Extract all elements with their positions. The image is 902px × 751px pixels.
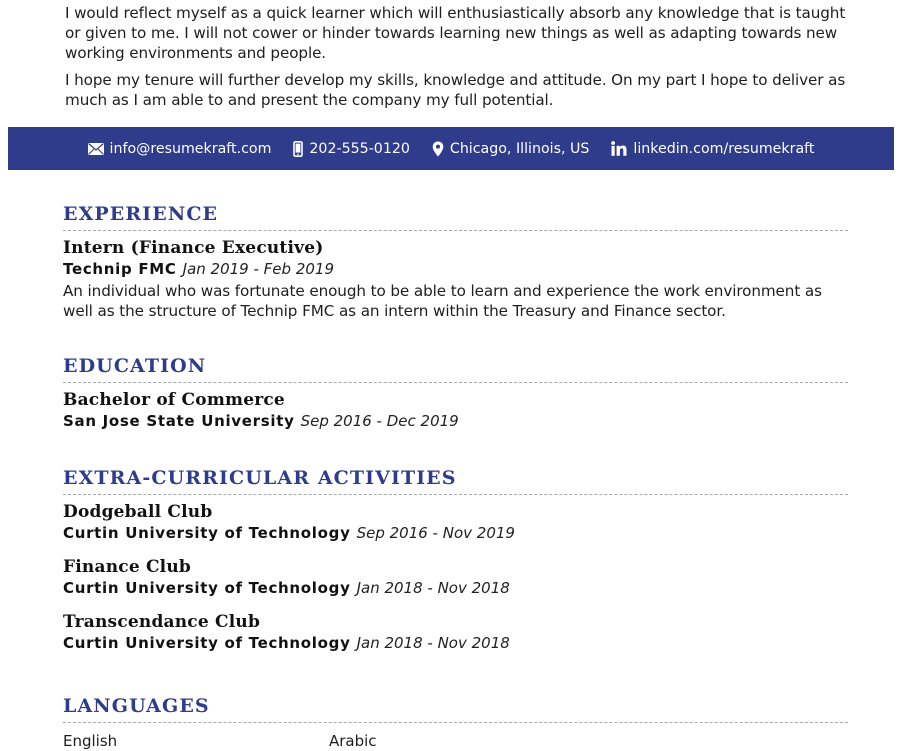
contact-linkedin[interactable]: [611, 141, 814, 157]
language-item: English: [63, 732, 118, 750]
activity-org: Curtin University of Technology: [63, 579, 351, 597]
languages-list: [63, 731, 848, 751]
contact-phone-text: 202-555-0120: [309, 140, 410, 157]
company-name: Technip FMC: [63, 260, 177, 278]
contact-location-text: Chicago, Illinois, US: [449, 140, 590, 157]
activity-entry: [63, 611, 848, 654]
activity-org: Curtin University of Technology: [63, 524, 351, 542]
section-title-activities: EXTRA-CURRICULAR ACTIVITIES: [63, 465, 848, 495]
activity-meta: [63, 633, 848, 654]
education-meta: [63, 411, 848, 432]
summary-paragraph: I would reflect myself as a quick learner which will enthusiastically absorb any knowledge that is taught or given to me. I will not cower or hinder towards learning new things as well as adapting towards new working environments and people.: [65, 4, 846, 62]
languages-section: [63, 693, 848, 751]
summary-paragraph: I hope my tenure will further develop my skills, knowledge and attitude. On my part I hope to deliver as much as I am able to and present the company my full potential.: [65, 71, 846, 109]
activity-dates: Sep 2016 - Nov 2019: [356, 524, 515, 542]
summary-section: [65, 3, 855, 117]
language-item: Arabic: [329, 732, 377, 750]
education-dates: Sep 2016 - Dec 2019: [300, 412, 459, 430]
school-name: San Jose State University: [63, 412, 295, 430]
activity-name: Finance Club: [63, 557, 191, 577]
activity-meta: [63, 523, 848, 544]
activity-name: Dodgeball Club: [63, 502, 213, 522]
section-title-experience: EXPERIENCE: [63, 201, 848, 231]
activity-dates: Jan 2018 - Nov 2018: [356, 634, 510, 652]
activity-entry: [63, 556, 848, 599]
experience-entry: [63, 237, 848, 321]
job-dates: Jan 2019 - Feb 2019: [182, 260, 334, 278]
contact-location[interactable]: [432, 141, 589, 157]
experience-section: [63, 201, 848, 321]
envelope-icon: [88, 143, 104, 155]
activity-entry: [63, 501, 848, 544]
contact-email[interactable]: [88, 141, 272, 157]
linkedin-icon: [611, 141, 627, 156]
contact-phone[interactable]: [293, 141, 410, 157]
contact-email-text: info@resumekraft.com: [109, 140, 272, 157]
education-section: [63, 353, 848, 432]
job-description: An individual who was fortunate enough to be able to learn and experience the work environment as well as the structure of Technip FMC as an intern within the Treasury and Finance sector.: [63, 282, 822, 320]
map-pin-icon: [432, 141, 444, 157]
degree-title: Bachelor of Commerce: [63, 390, 285, 410]
education-entry: [63, 389, 848, 432]
activities-section: [63, 465, 848, 654]
activity-meta: [63, 578, 848, 599]
activity-org: Curtin University of Technology: [63, 634, 351, 652]
job-title: Intern (Finance Executive): [63, 238, 324, 258]
job-meta: [63, 259, 848, 280]
activity-dates: Jan 2018 - Nov 2018: [356, 579, 510, 597]
section-title-education: EDUCATION: [63, 353, 848, 383]
mobile-phone-icon: [293, 141, 303, 157]
contact-band: [8, 127, 894, 170]
activity-name: Transcendance Club: [63, 612, 261, 632]
contact-linkedin-text: linkedin.com/resumekraft: [633, 140, 815, 157]
section-title-languages: LANGUAGES: [63, 693, 848, 723]
